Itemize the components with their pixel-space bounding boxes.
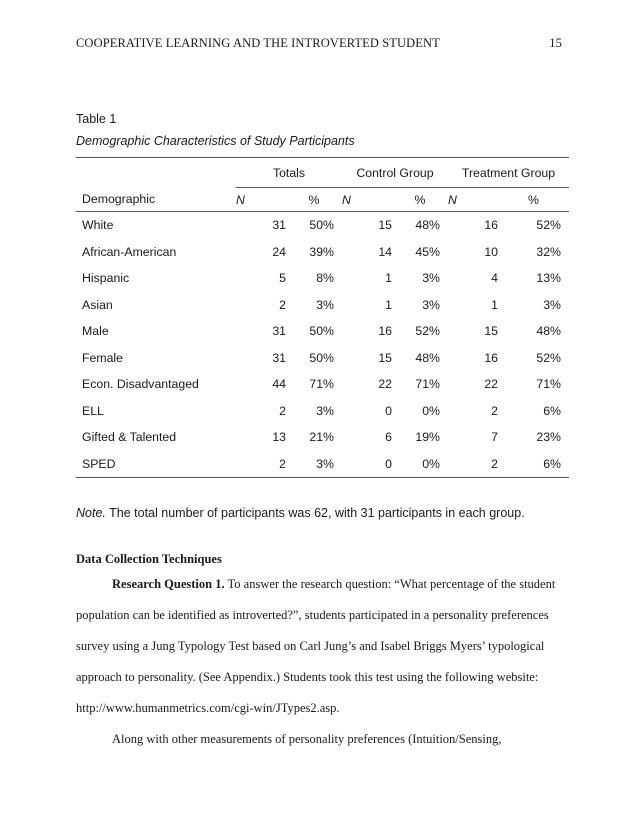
row-label: Gifted & Talented — [82, 430, 177, 445]
table-row — [76, 292, 569, 319]
control-n: 15 — [378, 218, 392, 233]
totals-n: 44 — [272, 377, 286, 392]
table-title: Demographic Characteristics of Study Participants — [76, 134, 355, 148]
column-header-n: N — [236, 188, 286, 212]
control-pct: 19% — [415, 430, 440, 445]
row-label: White — [82, 218, 114, 233]
table-label: Table 1 — [76, 112, 117, 126]
treatment-pct: 48% — [536, 324, 561, 339]
totals-n: 31 — [272, 324, 286, 339]
table-row — [76, 265, 569, 292]
group-header-treatment: Treatment Group — [448, 158, 569, 188]
totals-n: 24 — [272, 244, 286, 259]
control-pct: 3% — [422, 271, 440, 286]
row-label: SPED — [76, 451, 236, 478]
control-pct: 3% — [422, 297, 440, 312]
control-pct: 48% — [415, 218, 440, 233]
row-label: ELL — [82, 403, 104, 418]
running-head — [76, 36, 562, 51]
table-row — [76, 345, 569, 372]
column-header-pct: % — [286, 188, 342, 212]
treatment-pct: 6% — [498, 451, 569, 478]
row-label: Econ. Disadvantaged — [82, 377, 199, 392]
control-n: 15 — [378, 350, 392, 365]
note-text: The total number of participants was 62, with 31 participants in each group. — [105, 506, 525, 520]
paragraph-line: population can be identified as introverted?”, students participated in a personality preferences — [76, 608, 549, 622]
table-row — [76, 398, 569, 425]
totals-n: 5 — [279, 271, 286, 286]
row-label: Male — [82, 324, 109, 339]
totals-n: 2 — [279, 403, 286, 418]
control-n: 0 — [342, 451, 392, 478]
treatment-pct: 13% — [536, 271, 561, 286]
column-header-row — [76, 188, 569, 212]
totals-pct: 21% — [309, 430, 334, 445]
treatment-pct: 32% — [536, 244, 561, 259]
column-header-n: N — [342, 188, 392, 212]
treatment-n: 22 — [484, 377, 498, 392]
totals-n: 31 — [272, 218, 286, 233]
control-pct: 52% — [415, 324, 440, 339]
control-n: 1 — [385, 297, 392, 312]
treatment-n: 4 — [491, 271, 498, 286]
paragraph-line: survey using a Jung Typology Test based on Carl Jung’s and Isabel Briggs Myers’ typological — [76, 639, 545, 653]
totals-pct: 39% — [309, 244, 334, 259]
column-header-pct: % — [392, 188, 448, 212]
treatment-n: 7 — [491, 430, 498, 445]
group-header-row — [76, 158, 569, 188]
control-pct: 71% — [415, 377, 440, 392]
row-label: African-American — [82, 244, 177, 259]
treatment-n: 16 — [484, 350, 498, 365]
control-n: 22 — [378, 377, 392, 392]
treatment-pct: 71% — [536, 377, 561, 392]
group-header-control: Control Group — [342, 158, 448, 188]
totals-pct: 8% — [316, 271, 334, 286]
control-n: 6 — [385, 430, 392, 445]
row-label: Female — [82, 350, 124, 365]
control-pct: 0% — [392, 451, 448, 478]
paragraph-line: approach to personality. (See Appendix.) Students took this test using the following website: — [76, 670, 539, 684]
totals-pct: 3% — [316, 403, 334, 418]
paragraph-line: http://www.humanmetrics.com/cgi-win/JTypes2.asp. — [76, 701, 340, 715]
group-header-totals: Totals — [236, 158, 342, 188]
control-n: 16 — [378, 324, 392, 339]
control-pct: 45% — [415, 244, 440, 259]
totals-n: 13 — [272, 430, 286, 445]
control-pct: 48% — [415, 350, 440, 365]
totals-n: 2 — [279, 297, 286, 312]
table-row — [76, 212, 569, 239]
running-head-title: COOPERATIVE LEARNING AND THE INTROVERTED STUDENT — [76, 36, 440, 50]
treatment-n: 15 — [484, 324, 498, 339]
section-heading: Data Collection Techniques — [76, 552, 222, 566]
treatment-n: 10 — [484, 244, 498, 259]
table-note — [76, 506, 525, 520]
totals-pct: 3% — [286, 451, 342, 478]
row-label: Asian — [82, 297, 113, 312]
demographics-table — [76, 157, 569, 478]
totals-n: 2 — [236, 451, 286, 478]
control-pct: 0% — [422, 403, 440, 418]
control-n: 1 — [385, 271, 392, 286]
note-label: Note. — [76, 506, 106, 520]
column-header-demographic: Demographic — [76, 188, 236, 212]
column-header-n: N — [448, 188, 498, 212]
treatment-n: 16 — [484, 218, 498, 233]
table-body — [76, 212, 569, 478]
totals-pct: 50% — [309, 218, 334, 233]
treatment-pct: 23% — [536, 430, 561, 445]
totals-pct: 3% — [316, 297, 334, 312]
totals-pct: 50% — [309, 324, 334, 339]
totals-pct: 71% — [309, 377, 334, 392]
treatment-pct: 52% — [536, 218, 561, 233]
treatment-pct: 6% — [543, 403, 561, 418]
treatment-n: 1 — [491, 297, 498, 312]
control-n: 14 — [378, 244, 392, 259]
totals-n: 31 — [272, 350, 286, 365]
treatment-pct: 3% — [543, 297, 561, 312]
paragraph-line: Research Question 1. To answer the research question: “What percentage of the student — [112, 577, 556, 591]
treatment-pct: 52% — [536, 350, 561, 365]
treatment-n: 2 — [491, 403, 498, 418]
table-row — [76, 239, 569, 266]
research-question-label: Research Question 1. — [112, 577, 225, 591]
table-row — [76, 451, 569, 478]
totals-pct: 50% — [309, 350, 334, 365]
control-n: 0 — [385, 403, 392, 418]
table-row — [76, 424, 569, 451]
treatment-n: 2 — [448, 451, 498, 478]
table-row — [76, 318, 569, 345]
paragraph-line: Along with other measurements of personality preferences (Intuition/Sensing, — [112, 732, 502, 746]
page-number: 15 — [549, 36, 562, 50]
table-row — [76, 371, 569, 398]
row-label: Hispanic — [82, 271, 130, 286]
column-header-pct: % — [498, 188, 569, 212]
